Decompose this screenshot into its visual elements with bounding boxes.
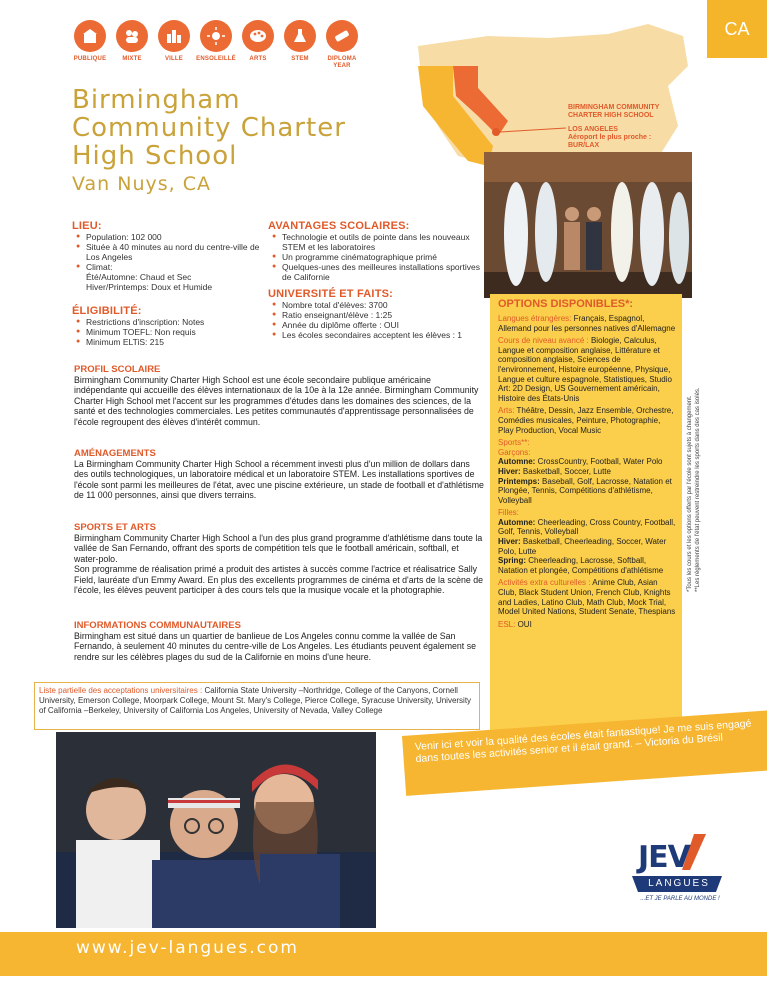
eligibilite-heading: ÉLIGIBILITÉ: xyxy=(72,305,142,317)
options-arts xyxy=(498,406,676,435)
universite-heading: UNIVERSITÉ ET FAITS: xyxy=(268,288,394,300)
lieu-item: ● Climat: xyxy=(72,262,266,272)
publique-icon xyxy=(74,20,106,52)
options-g-printemps-value: Baseball, Golf, Lacrosse, Natation et Plongée, Tennis, Compétitions d'athlétisme, Volleyball xyxy=(498,476,672,505)
sports-arts-text-1: Birmingham Community Charter High School a l'un des plus grand programme d'athlétisme dans toute la vallée de San Fernando, offrant des sports de compétition tels que le football américain, softball, et water-polo. xyxy=(74,533,483,564)
school-title xyxy=(72,86,402,170)
options-extra-key: Activités extra culturelles : xyxy=(498,578,591,588)
testimonial-quote: Venir ici et voir la qualité des écoles était fantastique! Je me suis engagé dans toutes les activités senior et il était grand. – Victoria du Brésil xyxy=(402,710,767,796)
mixte-icon xyxy=(116,20,148,52)
title-line-3: High School xyxy=(72,141,238,171)
arts-icon xyxy=(242,20,274,52)
feature-stem xyxy=(278,20,322,63)
options-heading: OPTIONS DISPONIBLES*: xyxy=(498,298,634,310)
map-school-line-2: CHARTER HIGH SCHOOL xyxy=(568,112,654,119)
surfboards-photo xyxy=(484,152,692,298)
amenagements-text: La Birmingham Community Charter High School a récemment investi plus d'un million de dollars dans des outils technologiques, un laboratoire médical et un laboratoire STEM. Les installations sportives de l'école sont parmi les meilleures de l'état, avec une piscine extérieure, un stade de football et d'athlétisme de 11 000 personnes, ainsi que divers terrains. xyxy=(74,459,484,501)
title-line-2: Community Charter xyxy=(72,113,346,143)
footnote-line-1: *Tous les cours et les options offerts par l'école sont sujets à changement. xyxy=(687,395,693,592)
options-avances-key: Cours de niveau avancé : xyxy=(498,336,589,346)
options-f-automne-value: Cheerleading, Cross Country, Football, Golf, Tennis, Volleyball xyxy=(498,517,676,537)
options-langues-value: Français, Espagnol, Allemand pour les personnes natives d'Allemagne xyxy=(498,314,676,333)
eligibilite-item: ● Minimum ELTiS: 215 xyxy=(72,337,266,347)
amenagements-heading: AMÉNAGEMENTS xyxy=(74,448,156,459)
feature-label: ARTS xyxy=(249,56,267,62)
feature-diploma xyxy=(320,20,364,70)
ville-icon xyxy=(158,20,190,52)
options-f-automne xyxy=(498,518,676,537)
feature-ensoleille xyxy=(194,20,238,63)
map-airport-line-1: Aéroport le plus proche : xyxy=(568,134,652,141)
stem-icon xyxy=(284,20,316,52)
eligibilite-item: ● Restrictions d'inscription: Notes xyxy=(72,317,266,327)
options-esl-value: OUI xyxy=(517,619,532,629)
universite-section xyxy=(268,288,488,340)
options-arts-value: Théâtre, Dessin, Jazz Ensemble, Orchestre, Comédies musicales, Peinture, Photographie, Play Production, Vocal Music xyxy=(498,406,674,435)
options-arts-key: Arts: xyxy=(498,406,515,416)
avantages-item: ● Quelques-unes des meilleures installations sportives de Californie xyxy=(268,262,486,282)
map-school-line-1: BIRMINGHAM COMMUNITY xyxy=(568,104,660,111)
map-school-label xyxy=(568,104,659,120)
map-city: LOS ANGELES xyxy=(568,126,618,133)
options-f-hiver-key: Hiver: xyxy=(498,537,521,547)
options-f-automne-key: Automne: xyxy=(498,517,536,527)
eligibilite-section xyxy=(72,305,266,347)
infos-section xyxy=(74,620,484,662)
options-sports xyxy=(498,438,676,448)
logo-sub: LANGUES xyxy=(648,878,710,889)
footnote-line-2: **Les règlements de l'état peuvent restreindre les sports dans des cas isolés. xyxy=(695,387,701,592)
options-g-hiver xyxy=(498,467,676,477)
universite-item: ● Année du diplôme offerte : OUI xyxy=(268,320,488,330)
feature-label: STEM xyxy=(291,56,309,62)
options-esl xyxy=(498,620,676,630)
feature-ville xyxy=(152,20,196,63)
options-g-printemps-key: Printemps: xyxy=(498,476,540,486)
options-f-spring-key: Spring: xyxy=(498,556,526,566)
footnote-vertical xyxy=(686,362,740,592)
feature-mixte xyxy=(110,20,154,63)
options-g-automne-key: Automne: xyxy=(498,457,536,467)
avantages-item: ● Un programme cinématographique primé xyxy=(268,252,486,262)
universite-item: ● Ratio enseignant/élève : 1:25 xyxy=(268,310,488,320)
feature-label: MIXTE xyxy=(122,56,142,62)
lieu-item: ● Située à 40 minutes au nord du centre-ville de Los Angeles xyxy=(72,242,266,262)
options-g-hiver-value: Basketball, Soccer, Lutte xyxy=(522,466,611,476)
options-garcons xyxy=(498,448,676,458)
options-garcons-key: Garçons: xyxy=(498,447,531,457)
options-extra-value: Anime Club, Asian Club, Black Student Union, French Club, Knights and Ladies, Latino Club, Math Club, Mock Trial, Model United Nations, Student Senate, Thespians xyxy=(498,578,676,617)
profil-section xyxy=(74,364,484,427)
universite-item: ● Nombre total d'élèves: 3700 xyxy=(268,300,488,310)
infos-text: Birmingham est situé dans un quartier de banlieue de Los Angeles connu comme la vallée de San Fernando, à seulement 40 minutes du centre-ville de Los Angeles. Les étudiants peuvent également se rendre sur les célèbres plages du sud de la Californie en moins d'une heure. xyxy=(74,631,476,662)
options-g-hiver-key: Hiver: xyxy=(498,466,521,476)
acceptances-label: Liste partielle des acceptations universitaires : xyxy=(39,686,203,695)
options-g-printemps xyxy=(498,477,676,506)
feature-icons-row xyxy=(68,20,368,82)
map-airport-line-2: BUR/LAX xyxy=(568,142,600,149)
options-langues xyxy=(498,314,676,333)
profil-heading: PROFIL SCOLAIRE xyxy=(74,364,161,375)
sports-arts-section xyxy=(74,522,484,595)
feature-label: VILLE xyxy=(164,56,183,62)
students-photo xyxy=(56,732,376,928)
acceptances-text: California State University –Northridge, College of the Canyons, Cornell University, Emerson College, Moorpark College, Mount St. Mary's College, Pierce College, Syracuse University, University of California –Berkeley, University of California Los Angeles, University of Nevada, Valley College xyxy=(39,686,472,715)
eligibilite-item: ● Minimum TOEFL: Non requis xyxy=(72,327,266,337)
lieu-item: ● Population: 102 000 xyxy=(72,232,266,242)
lieu-climate-line: Été/Automne: Chaud et Sec xyxy=(86,272,192,282)
feature-arts xyxy=(236,20,280,63)
avantages-heading: AVANTAGES SCOLAIRES: xyxy=(268,220,410,232)
options-f-spring-value: Cheerleading, Lacrosse, Softball, Natation et plongée, Compétitions d'athlétisme xyxy=(498,556,664,575)
avantages-item: ● Technologie et outils de pointe dans les nouveaux STEM et les laboratoires xyxy=(268,232,486,252)
options-f-hiver xyxy=(498,537,676,556)
diploma-icon xyxy=(326,20,358,52)
feature-label: ENSOLEILLÉ xyxy=(196,56,236,62)
lieu-climate-line: Hiver/Printemps: Doux et Humide xyxy=(86,282,213,292)
options-esl-key: ESL: xyxy=(498,619,516,629)
options-f-hiver-value: Basketball, Cheerleading, Soccer, Water Polo, Lutte xyxy=(498,537,667,556)
feature-label: DIPLOMA YEAR xyxy=(327,56,357,69)
options-panel xyxy=(490,294,682,740)
lieu-section xyxy=(72,220,266,292)
options-g-automne-value: CrossCountry, Football, Water Polo xyxy=(537,457,663,467)
infos-heading: INFORMATIONS COMMUNAUTAIRES xyxy=(74,620,241,631)
website-link[interactable]: www.jev-langues.com xyxy=(76,938,299,958)
sports-arts-heading: SPORTS ET ARTS xyxy=(74,522,156,533)
state-tab: CA xyxy=(707,0,767,58)
logo-brand: JEV xyxy=(638,840,690,875)
options-extra xyxy=(498,578,676,616)
ensoleille-icon xyxy=(200,20,232,52)
avantages-section xyxy=(268,220,486,282)
lieu-heading: LIEU: xyxy=(72,220,102,232)
options-filles xyxy=(498,508,676,518)
options-f-spring xyxy=(498,556,676,575)
options-avances xyxy=(498,336,676,403)
school-location: Van Nuys, CA xyxy=(72,173,211,195)
title-line-1: Birmingham xyxy=(72,85,241,115)
options-langues-key: Langues étrangères: xyxy=(498,314,572,323)
feature-publique xyxy=(68,20,112,63)
options-g-automne xyxy=(498,457,676,467)
profil-text: Birmingham Community Charter High School est une école secondaire publique américaine indépendante qui accueille des élèves internationaux de la 10e à la 12e année. Birmingham Community Charter High School met l'accent sur les programmes d'études dans les domaines des sciences, de la santé et des technologies commerciales. Les petites communautés d'apprentissage personnalisées de l'école regroupent des élèves d'intérêt commun. xyxy=(74,375,479,427)
sports-arts-text-2: Son programme de réalisation primé a produit des artistes à succès comme l'actrice et réalisatrice Sally Field, lauréate d'un Emmy Award. En plus des excellents programmes de cinéma et d'arts de la scène de l'école, les élèves peuvent participer à des cours tels que la musique vocale et la photographie. xyxy=(74,564,484,596)
feature-label: PUBLIQUE xyxy=(73,56,107,62)
testimonial-banner xyxy=(402,717,767,802)
options-sports-key: Sports**: xyxy=(498,438,530,448)
options-avances-value: Biologie, Calculus, Langue et composition anglaise, Littérature et composition anglaise, Sciences de l'environnement, Histoire européenne, Physique, Langue et culture espagnole, Statistiques, Studio Art: 2D Design, US Gouvernement américain, Histoire des États-Unis xyxy=(498,336,672,403)
options-filles-key: Filles: xyxy=(498,508,519,518)
jev-logo xyxy=(624,830,730,910)
amenagements-section xyxy=(74,448,484,501)
logo-tagline: ...ET JE PARLE AU MONDE ! xyxy=(640,896,720,902)
map-city-label xyxy=(568,126,651,150)
universite-item: ● Les écoles secondaires acceptent les élèves : 1 xyxy=(268,330,488,340)
